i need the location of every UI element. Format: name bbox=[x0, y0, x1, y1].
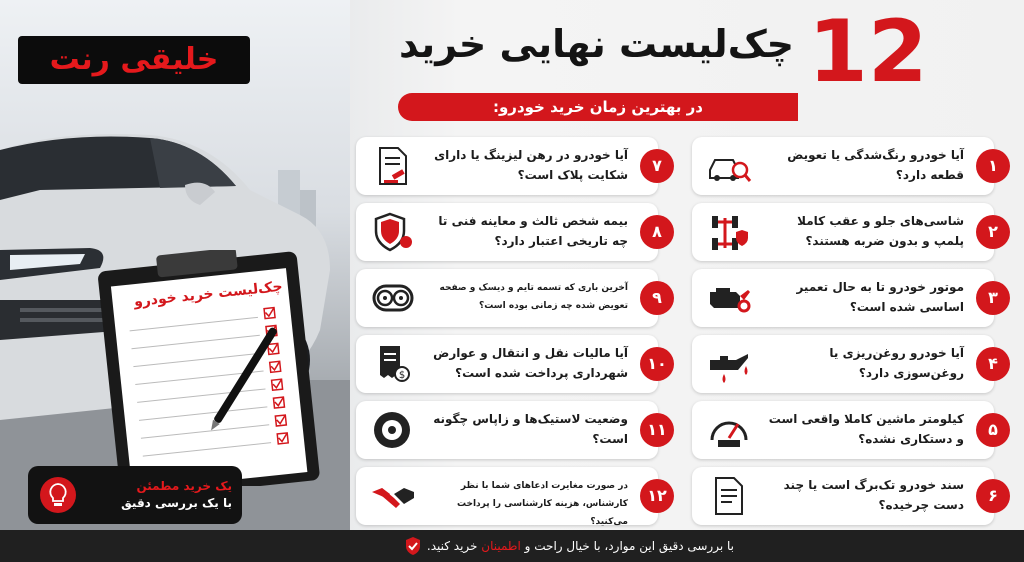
checklist-item-6 bbox=[692, 467, 998, 525]
item-number: ۶ bbox=[976, 479, 1010, 513]
item-text: بیمه شخص ثالث و معاینه فنی تا چه تاریخی اعتبار دارد؟ bbox=[438, 214, 628, 248]
item-number: ۱۰ bbox=[640, 347, 674, 381]
item-text: سند خودرو تک‌برگ است یا چند دست چرخیده؟ bbox=[783, 478, 964, 512]
handshake-icon bbox=[370, 474, 416, 518]
checklist-item-10 bbox=[356, 335, 667, 393]
tax-receipt-icon bbox=[370, 342, 416, 386]
timing-belt-icon bbox=[370, 276, 416, 320]
footer-text bbox=[427, 539, 734, 553]
checklist-item-4 bbox=[692, 335, 998, 393]
checklist-item-2 bbox=[692, 203, 998, 261]
clipboard-title: چک‌لیست خرید خودرو bbox=[133, 278, 284, 311]
item-number: ۴ bbox=[976, 347, 1010, 381]
legal-document-icon bbox=[370, 144, 416, 188]
car-search-icon bbox=[706, 144, 752, 188]
checklist-item-1 bbox=[692, 137, 998, 195]
item-text: شاسی‌های جلو و عقب کاملا پلمپ و بدون ضربه هستند؟ bbox=[797, 214, 964, 248]
page-title: چک‌لیست نهایی خرید bbox=[398, 22, 794, 66]
checklist-item-11 bbox=[356, 401, 667, 459]
brand-logo: خلیقی رنت bbox=[18, 36, 250, 84]
item-number: ۸ bbox=[640, 215, 674, 249]
checklist-item-3 bbox=[692, 269, 998, 327]
promo-text bbox=[78, 478, 232, 512]
insurance-shield-icon bbox=[370, 210, 416, 254]
item-number: ۵ bbox=[976, 413, 1010, 447]
item-text: آیا مالیات نقل و انتقال و عوارض شهرداری پرداخت شده است؟ bbox=[433, 346, 628, 380]
checklist-item-8 bbox=[356, 203, 662, 261]
item-text: موتور خودرو تا به حال تعمیر اساسی شده است؟ bbox=[796, 280, 964, 314]
clipboard-illustration bbox=[98, 250, 334, 486]
footer-text-accent: اطمینان bbox=[481, 539, 521, 553]
promo-line-2: با یک بررسی دقیق bbox=[121, 496, 232, 510]
svg-text:$: $ bbox=[398, 370, 406, 381]
item-number: ۱۱ bbox=[640, 413, 674, 447]
oil-can-icon bbox=[706, 342, 752, 386]
item-text: در صورت مغایرت ادعاهای شما با نظر کارشناس، هزینه کارشناسی را پرداخت می‌کنید؟ bbox=[456, 481, 628, 527]
item-number: ۱ bbox=[976, 149, 1010, 183]
item-text: آخرین باری که تسمه تایم و دیسک و صفحه تعویض شده چه زمانی بوده است؟ bbox=[439, 283, 628, 311]
engine-repair-icon bbox=[706, 276, 752, 320]
item-number: ۷ bbox=[640, 149, 674, 183]
item-text: وضعیت لاستیک‌ها و زاپاس چگونه است؟ bbox=[433, 412, 628, 446]
footer-text-after: خرید کنید. bbox=[426, 539, 482, 553]
checklist-item-5 bbox=[692, 401, 998, 459]
item-text: کیلومتر ماشین کاملا واقعی است و دستکاری نشده؟ bbox=[768, 412, 964, 446]
shield-check-icon bbox=[404, 536, 422, 556]
promo-line-1: یک خرید مطمئن bbox=[136, 479, 232, 493]
headline-number: 12 bbox=[808, 2, 928, 102]
footer-text-before: با بررسی دقیق این موارد، با خیال راحت و bbox=[520, 539, 734, 553]
item-text: آیا خودرو روغن‌ریزی یا روغن‌سوزی دارد؟ bbox=[829, 346, 964, 380]
item-number: ۱۲ bbox=[640, 479, 674, 513]
item-text: آیا خودرو رنگ‌شدگی یا تعویض قطعه دارد؟ bbox=[787, 148, 964, 182]
checklist-item-9 bbox=[356, 269, 662, 327]
odometer-icon bbox=[706, 408, 752, 452]
promo-box bbox=[28, 466, 242, 524]
chassis-icon bbox=[706, 210, 752, 254]
document-icon bbox=[706, 474, 752, 518]
tire-icon bbox=[370, 408, 416, 452]
item-number: ۳ bbox=[976, 281, 1010, 315]
item-number: ۲ bbox=[976, 215, 1010, 249]
item-number: ۹ bbox=[640, 281, 674, 315]
checklist-item-7 bbox=[356, 137, 662, 195]
checklist-item-12 bbox=[356, 467, 667, 527]
item-text: آیا خودرو در رهن لیزینگ یا دارای شکایت پلاک است؟ bbox=[434, 148, 628, 182]
footer-bar bbox=[0, 530, 1024, 562]
lightbulb-icon bbox=[38, 475, 78, 515]
page-subtitle: در بهترین زمان خرید خودرو: bbox=[398, 93, 798, 121]
